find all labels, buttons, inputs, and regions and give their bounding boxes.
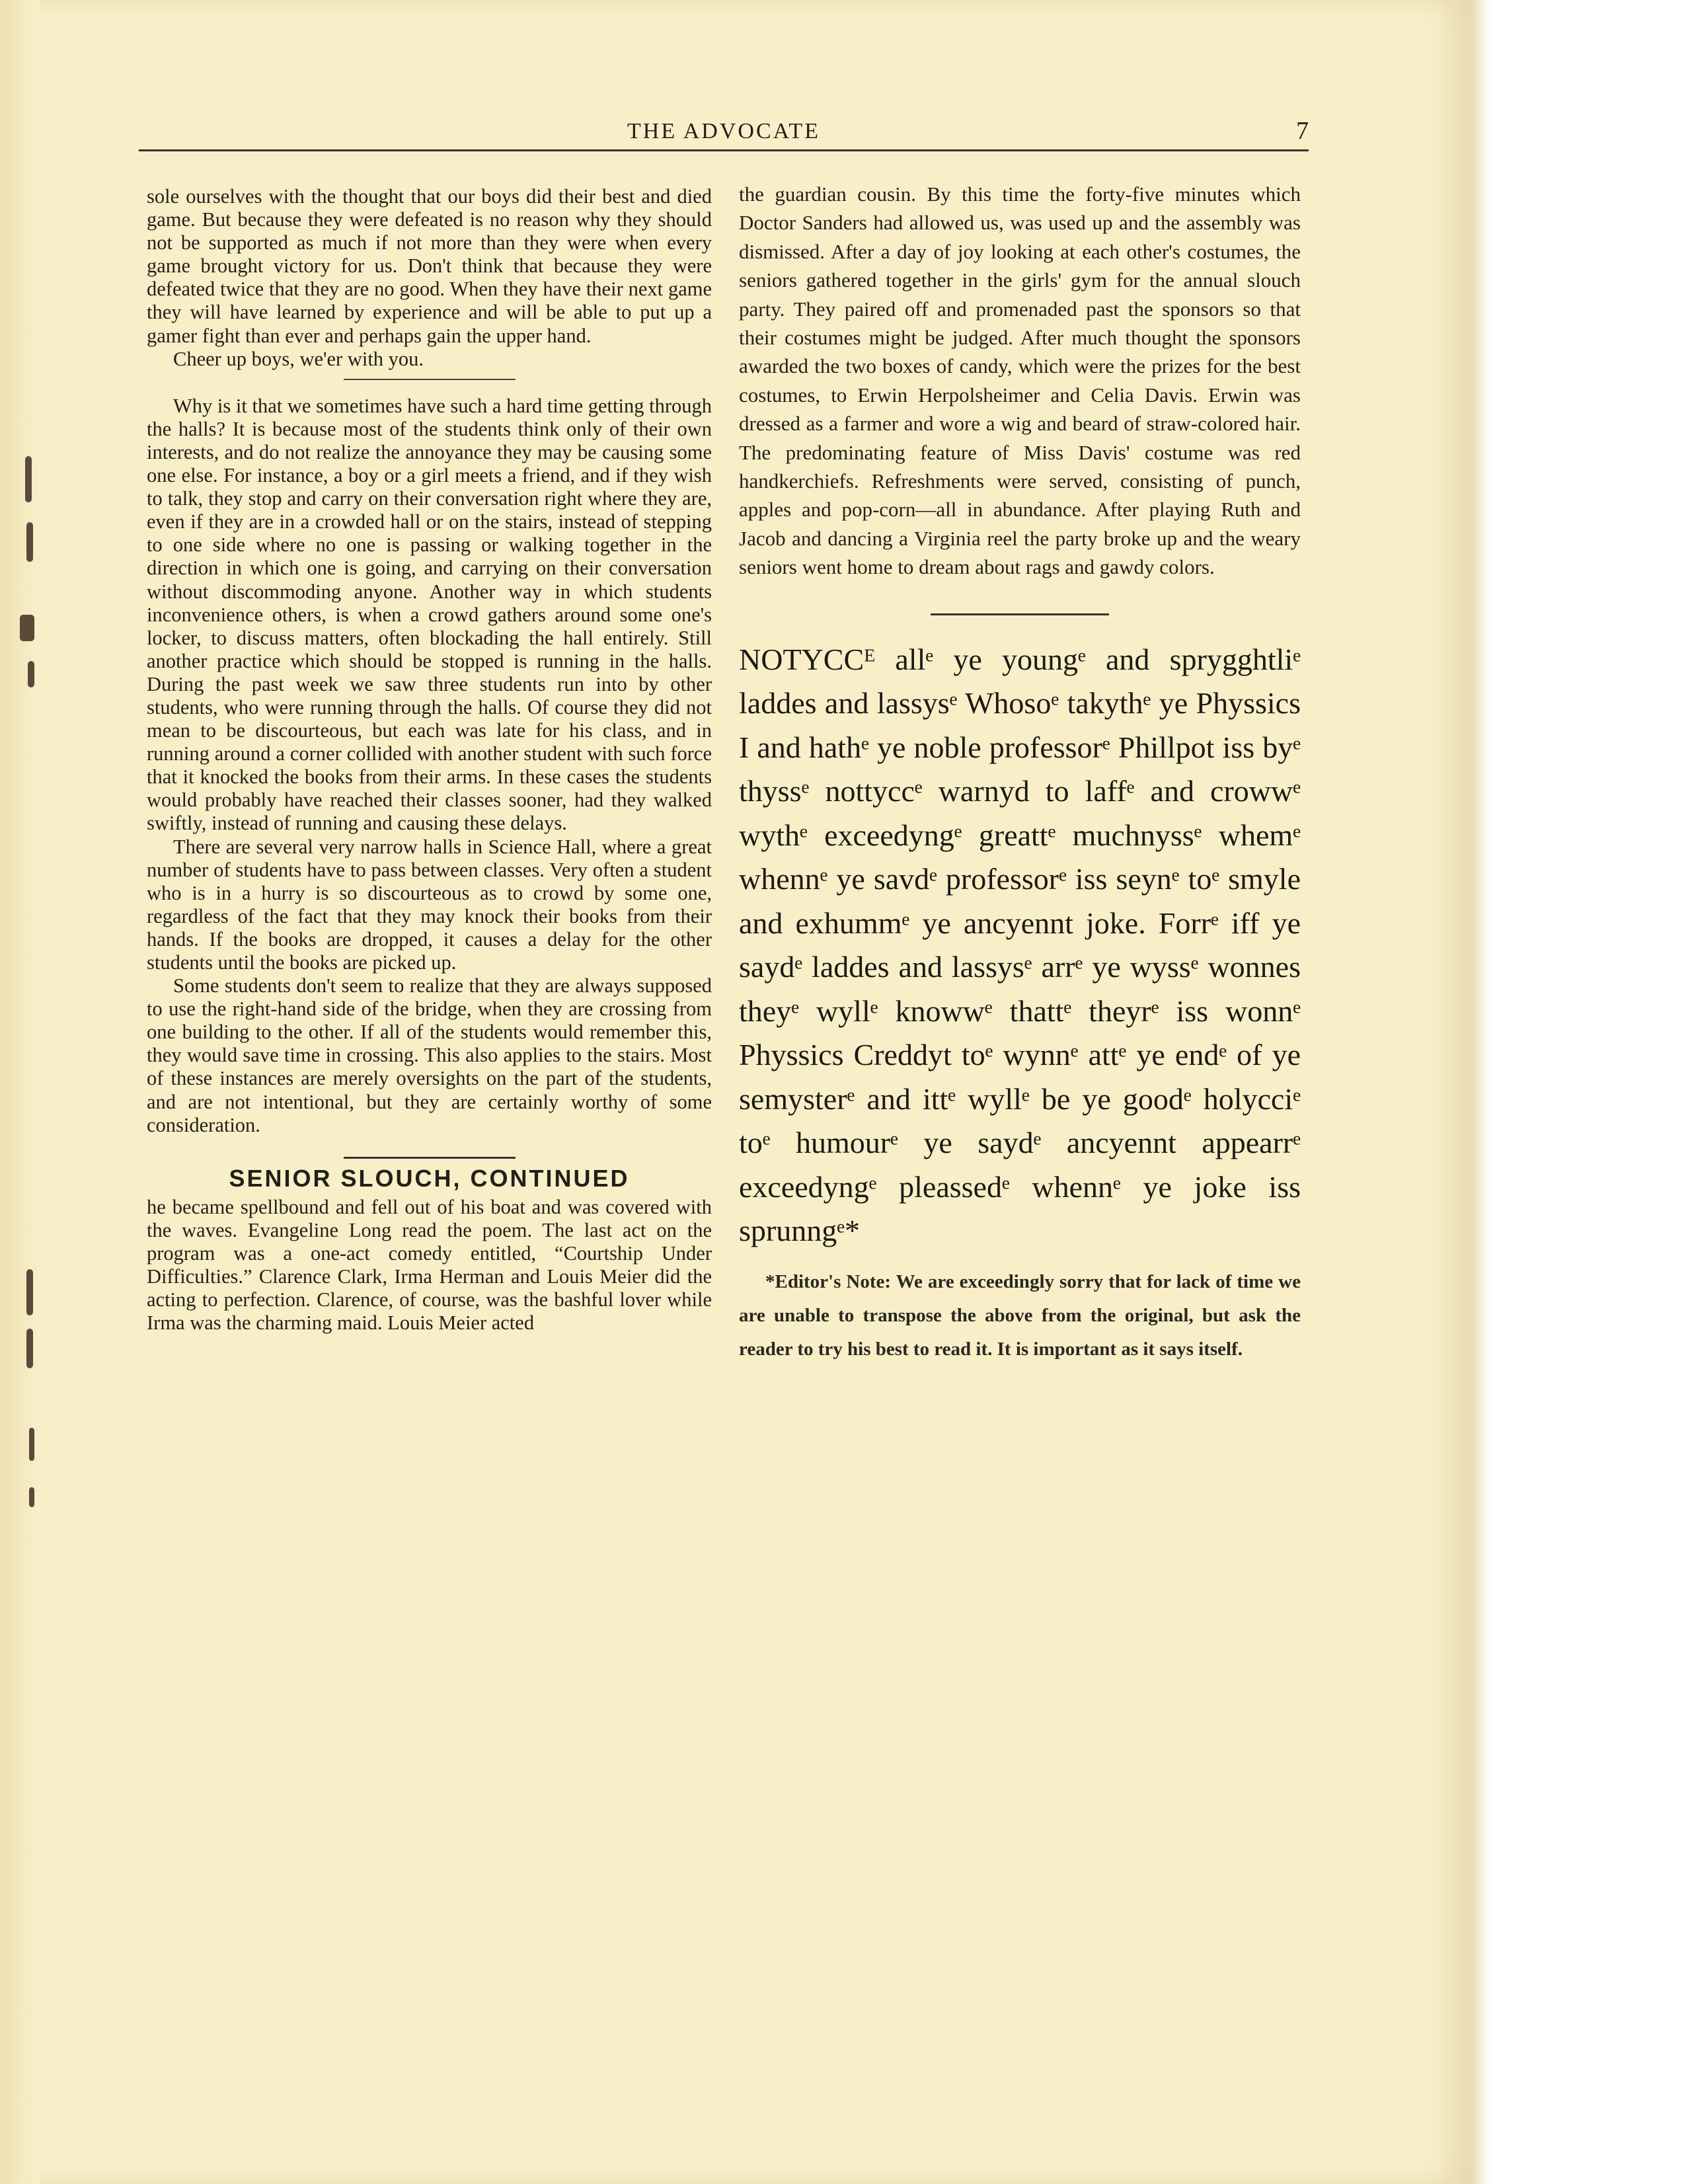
divider (931, 613, 1109, 615)
right-column (739, 180, 1301, 1366)
binding-mark (26, 522, 33, 562)
paragraph: sole ourselves with the thought that our boys did their best and died game. But because they were defeated is no reason why they should not be supported as much if not more than they were when every game brought victory for us. Don't think that because they were defeated twice that they are no good. When they have their next game they will have learned by experience and will be able to put up a gamer fight than ever and perhaps gain the upper hand. (147, 185, 712, 347)
page-edge-shadow (1471, 0, 1490, 2184)
binding-mark (25, 456, 32, 502)
divider (344, 1157, 516, 1159)
paragraph: There are several very narrow halls in Science Hall, where a great number of students have to pass between classes. Very often a student who is in a hurry is so discourteous as to crowd by some one, regardless of the fact that they may knock their books from their hands. If the books are dropped, it causes a delay for the other students until the books are picked up. (147, 835, 712, 974)
page-header (139, 116, 1309, 151)
running-title: THE ADVOCATE (627, 119, 820, 143)
divider (344, 379, 516, 380)
binding-mark (26, 1329, 33, 1368)
page-number: 7 (1296, 117, 1309, 145)
paragraph: he became spellbound and fell out of his boat and was covered with the waves. Evangeline Long read the poem. The last act on the program was a one-act comedy entitled, “Courtship Under Difficulties.” Clarence Clark, Irma Herman and Louis Meier did the acting to perfection. Clarence, of course, was the bashful lover while Irma was the charming maid. Louis Meier acted (147, 1195, 712, 1335)
paragraph: Some students don't seem to realize that they are always supposed to use the right-hand side of the bridge, when they are crossing from one building to the other. If all of the students would remember this, they would save time in crossing. This also applies to the stairs. Most of these instances are merely oversights on the part of the students, and are not intentional, but they are certainly worthy of some consideration. (147, 974, 712, 1136)
left-column (147, 185, 712, 1335)
page-spine (0, 0, 40, 2184)
binding-mark (29, 1487, 34, 1507)
binding-mark (29, 1428, 34, 1461)
binding-mark (28, 661, 34, 687)
editor-note (739, 1265, 1301, 1366)
paragraph: Cheer up boys, we'er with you. (173, 347, 424, 370)
editor-note-text: *Editor's Note: We are exceedingly sorry that for lack of time we are unable to transpose the above from the original, but ask the reader to try his best to read it. It is important as it says itself. (739, 1270, 1301, 1360)
olde-english-notice: NOTYCCᴱ allᵉ ye youngᵉ and sprygghtliᵉ laddes and lassysᵉ Whosoᵉ takythᵉ ye Physsics I and hathᵉ ye noble professorᵉ Phillpot iss byᵉ thyssᵉ nottyccᵉ warnyd to laffᵉ and crowwᵉ wythᵉ exceedyngᵉ greattᵉ muchnyssᵉ whemᵉ whennᵉ ye savdᵉ professorᵉ iss seynᵉ toᵉ smyle and exhummᵉ ye ancyennt joke. Forrᵉ iff ye saydᵉ laddes and lassysᵉ arrᵉ ye wyssᵉ wonnes theyᵉ wyllᵉ knowwᵉ thattᵉ theyrᵉ iss wonnᵉ Physsics Creddyt toᵉ wynnᵉ attᵉ ye endᵉ of ye semysterᵉ and ittᵉ wyllᵉ be ye goodᵉ holycciᵉ toᵉ humourᵉ ye saydᵉ ancyennt appearrᵉ exceedyngᵉ pleassedᵉ whennᵉ ye joke iss sprunngᵉ* (739, 642, 1301, 1248)
paragraph: the guardian cousin. By this time the forty-five minutes which Doctor Sanders had allowed us, was used up and the assembly was dismissed. After a day of joy looking at each other's costumes, the seniors gathered together in the girls' gym for the annual slouch party. They paired off and promenaded past the sponsors so that their costumes might be judged. After much thought the sponsors awarded the two boxes of candy, which were the prizes for the best costumes, to Erwin Herpolsheimer and Celia Davis. Erwin was dressed as a farmer and wore a wig and beard of straw-colored hair. The predominating feature of Miss Davis' costume was red handkerchiefs. Refreshments were served, consisting of punch, apples and pop-corn—all in abundance. After playing Ruth and Jacob and dancing a Virginia reel the party broke up and the weary seniors went home to dream about rags and gawdy colors. (739, 182, 1301, 579)
binding-mark (20, 615, 34, 641)
paragraph: Why is it that we sometimes have such a hard time getting through the halls? It is because most of the students think only of their own interests, and do not realize the annoyance they may be causing some one else. For instance, a boy or a girl meets a friend, and if they wish to talk, they stop and carry on their conversation right where they are, even if they are in a crowded hall or on the stairs, instead of stepping to one side where no one is passing or walking together in the direction in which one is going, and carrying on their conversation without discommoding anyone. Another way in which students inconvenience others, is when a crowd gathers around some one's locker, to discuss matters, often blockading the hall entirely. Still another practice which should be stopped is running in the halls. During the past week we saw three students run into by other students, who were running through the halls. Of course they did not mean to be discourteous, but each was late for his class, and in running around a corner collided with another student with such force that it knocked the books from their arms. In these cases the students would probably have reached their classes sooner, had they walked swiftly, instead of running and causing these delays. (147, 394, 712, 835)
binding-mark (26, 1269, 33, 1315)
section-title: SENIOR SLOUCH, CONTINUED (229, 1164, 630, 1192)
